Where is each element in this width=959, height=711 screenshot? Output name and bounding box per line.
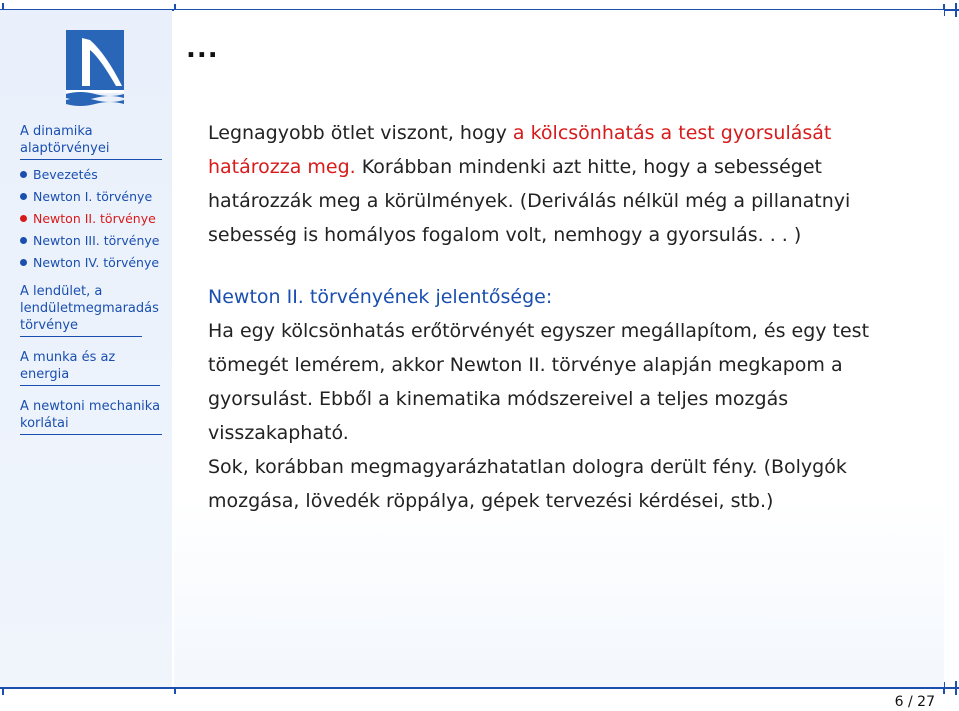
- paragraph-idea: [208, 116, 928, 252]
- sidebar-item-newton-3[interactable]: [20, 232, 170, 249]
- sidebar-item-label: Newton IV. törvénye: [33, 255, 160, 270]
- sidebar-item-label: Bevezetés: [33, 167, 98, 182]
- sidebar-item-newton-4[interactable]: [20, 254, 170, 271]
- sidebar-item-label: Newton III. törvénye: [33, 233, 160, 248]
- bullet-icon: [20, 215, 27, 222]
- slide-content: [208, 116, 928, 518]
- sidebar-section-munka[interactable]: A munka és az energia: [20, 349, 160, 386]
- bullet-icon: [20, 193, 27, 200]
- bottom-right-cap: [955, 681, 957, 695]
- bullet-icon: [20, 259, 27, 266]
- paragraph-significance: Ha egy kölcsönhatás erőtörvényét egyszer megállapítom, és egy test tömegét lemérem, akkor Newton II. törvénye alapján megkapom a gyorsulást. Ebből a kinematika módszereivel a teljes mozgás visszakapható.: [208, 320, 870, 444]
- top-right-cap: [955, 3, 957, 17]
- sidebar: [0, 10, 172, 687]
- sidebar-item-bevezetes[interactable]: [20, 166, 170, 183]
- sidebar-item-label: Newton II. törvénye: [33, 211, 156, 226]
- sidebar-item-newton-1[interactable]: [20, 188, 170, 205]
- slide-title: ...: [186, 34, 219, 64]
- sidebar-section-korlatai[interactable]: A newtoni mechanika korlátai: [20, 398, 162, 435]
- bottom-frame-line: [0, 687, 959, 689]
- sidebar-section-dinamika[interactable]: A dinamika alaptörvényei: [20, 123, 162, 160]
- section-heading: Newton II. törvényének jelentősége:: [208, 286, 553, 308]
- university-logo: [60, 28, 130, 106]
- bullet-icon: [20, 171, 27, 178]
- text: Korábban mindenki azt hitte, hogy a sebességet határozzák meg a körülmények. (Deriválás nélkül még a pillanatnyi sebesség is homályos fogalom volt, nemhogy a gyorsulás. . . ): [208, 156, 851, 246]
- sidebar-item-label: Newton I. törvénye: [33, 189, 153, 204]
- sidebar-section-lendulet[interactable]: A lendület, a lendületmegmaradás törvénye: [20, 283, 142, 337]
- sidebar-item-newton-2[interactable]: [20, 210, 170, 227]
- sidebar-nav: [20, 123, 170, 441]
- bullet-icon: [20, 237, 27, 244]
- highlighted-text: a kölcsönhatás a test gyorsulását határozza meg.: [208, 122, 832, 178]
- text: Legnagyobb ötlet viszont, hogy: [208, 122, 513, 144]
- paragraph-consequences: Sok, korábban megmagyarázhatatlan dologra derült fény. (Bolygók mozgása, lövedék röppálya, gépek tervezési kérdései, stb.): [208, 456, 847, 512]
- page-counter: 6 / 27: [894, 694, 935, 710]
